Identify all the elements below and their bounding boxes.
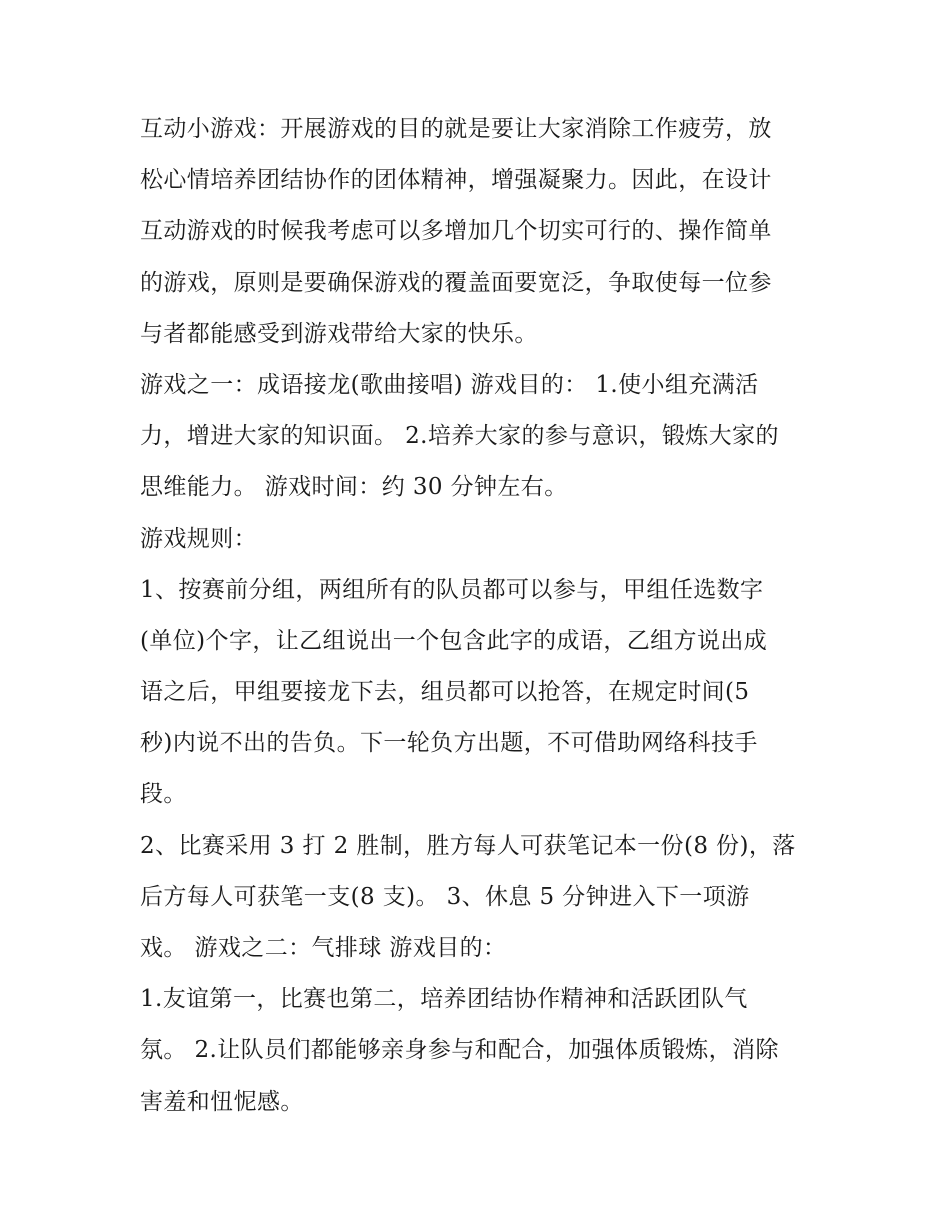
text-line: 互动游戏的时候我考虑可以多增加几个切实可行的、操作简单 (140, 218, 772, 245)
text-line: 游戏之一：成语接龙(歌曲接唱) 游戏目的： 1.使小组充满活 (140, 371, 759, 398)
text-line: 思维能力。 游戏时间：约 30 分钟左右。 (140, 474, 568, 501)
text-line: 1、按赛前分组，两组所有的队员都可以参与，甲组任选数字 (140, 576, 764, 603)
text-line: 戏。 游戏之二：气排球 游戏目的： (140, 935, 507, 961)
text-line: (单位)个字，让乙组说出一个包含此字的成语，乙组方说出成 (140, 627, 768, 654)
text-line: 游戏规则： (140, 525, 257, 552)
text-line: 语之后，甲组要接龙下去，组员都可以抢答，在规定时间(5 (140, 679, 750, 706)
text-line: 力，增进大家的知识面。 2.培养大家的参与意识，锻炼大家的 (140, 423, 779, 450)
document-body (140, 104, 820, 1128)
text-line: 秒)内说不出的告负。下一轮负方出题，不可借助网络科技手 (140, 730, 758, 757)
text-line: 的游戏，原则是要确保游戏的覆盖面要宽泛，争取使每一位参 (140, 269, 772, 296)
text-line: 2、比赛采用 3 打 2 胜制，胜方每人可获笔记本一份(8 份)，落 (140, 832, 796, 859)
text-line: 互动小游戏：开展游戏的目的就是要让大家消除工作疲劳，放 (140, 116, 772, 142)
text-line: 后方每人可获笔一支(8 支)。 3、休息 5 分钟进入下一项游 (140, 883, 750, 910)
text-line: 氛。 2.让队员们都能够亲身参与和配合，加强体质锻炼，消除 (140, 1037, 779, 1064)
text-line: 1.友谊第一，比赛也第二，培养团结协作精神和活跃团队气 (140, 986, 748, 1013)
text-line: 与者都能感受到游戏带给大家的快乐。 (140, 320, 538, 347)
text-line: 段。 (140, 781, 187, 808)
text-line: 害羞和忸怩感。 (140, 1088, 304, 1115)
text-line: 松心情培养团结协作的团体精神，增强凝聚力。因此，在设计 (140, 167, 772, 194)
